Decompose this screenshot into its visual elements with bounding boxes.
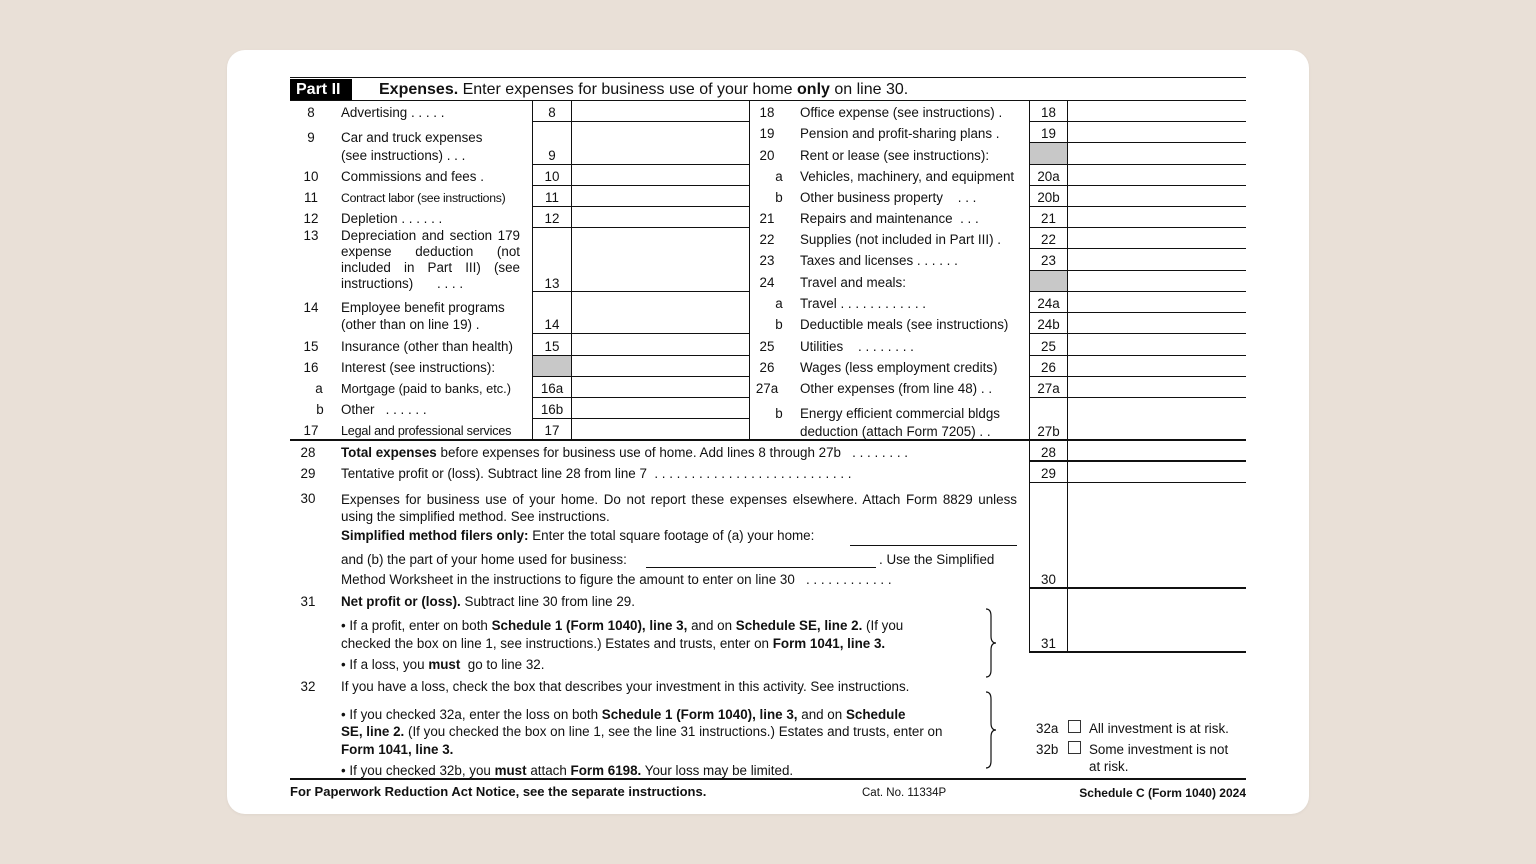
line-14-text-2: (other than on line 19) (341, 317, 473, 332)
line-18-dots: . (998, 105, 1003, 120)
line-19-text: Pension and profit-sharing plans (800, 126, 993, 141)
line-20b-box-label: 20b (1037, 190, 1060, 205)
line-32-bullet-2 (341, 763, 793, 779)
line-25-amount-field[interactable] (1068, 334, 1246, 355)
line-29-label (341, 466, 852, 482)
line-20a-letter: a (775, 169, 783, 184)
line-31-heading (341, 594, 635, 610)
line-27b-text-2: deduction (attach Form 7205) (800, 424, 976, 439)
line-17-box-label: 17 (544, 423, 560, 438)
business-square-footage-field[interactable] (646, 552, 876, 568)
line-23-label (800, 253, 958, 269)
line-32b-checkbox[interactable] (1068, 741, 1081, 754)
line-23-dots: . . . . . . (916, 253, 958, 268)
line-12-number: 12 (303, 211, 319, 226)
line-9-label-2 (341, 148, 465, 164)
line-20b-label (800, 190, 976, 206)
line-18-number: 18 (759, 105, 775, 120)
line-27a-box-label: 27a (1037, 381, 1060, 396)
line-15-number: 15 (303, 339, 319, 354)
line-14-label-2 (341, 317, 480, 333)
line-15-text: Insurance (other than health) (341, 339, 513, 354)
line-22-text: Supplies (not included in Part III) (800, 232, 994, 247)
shaded-cell-20 (1030, 143, 1067, 164)
line-25-dots: . . . . . . . . (858, 339, 914, 354)
line-16-number: 16 (303, 360, 319, 375)
line-30-number: 30 (300, 491, 316, 506)
line-31-bullet-2 (341, 657, 544, 673)
line-28-number: 28 (300, 445, 316, 460)
line-14-text-1: Employee benefit programs (341, 300, 505, 315)
line-28-bold: Total expenses (341, 445, 437, 460)
line-21-text: Repairs and maintenance (800, 211, 953, 226)
line-26-number: 26 (759, 360, 775, 375)
line-27a-dots: . . (980, 381, 993, 396)
line-24-number: 24 (759, 275, 775, 290)
line-23-amount-field[interactable] (1068, 249, 1246, 270)
line-22-dots: . (997, 232, 1001, 247)
line-31-b1-schedule1: Schedule 1 (Form 1040), line 3, (491, 618, 688, 633)
line-32-bullet-1-form: Form 1041, line 3. (341, 742, 454, 757)
line-22-number: 22 (759, 232, 775, 247)
line-16b-amount-field[interactable] (572, 398, 749, 418)
line-12-box-label: 12 (544, 211, 560, 226)
line-20-number: 20 (759, 148, 775, 163)
line-11-amount-field[interactable] (572, 186, 749, 206)
line-22-box-label: 22 (1041, 232, 1056, 247)
line-28-box-label: 28 (1041, 445, 1056, 460)
line-32-b1-l2: (If you checked the box on line 1, see the line 31 instructions.) Estates and trusts, enter on (408, 724, 943, 739)
line-19-amount-field[interactable] (1068, 122, 1246, 142)
shaded-cell-24 (1030, 271, 1067, 291)
line-31-box-label: 31 (1041, 636, 1056, 651)
line-30-simplified-bold: Simplified method filers only: (341, 528, 529, 543)
line-21-box-label: 21 (1041, 211, 1056, 226)
part-label: Part II (290, 79, 352, 100)
line-24a-box-label: 24a (1037, 296, 1060, 311)
line-23-box-label: 23 (1041, 253, 1056, 268)
line-16-text: Interest (see instructions): (341, 360, 496, 375)
line-20b-text: Other business property (800, 190, 943, 205)
line-9-amount-field[interactable] (572, 122, 749, 164)
line-31-number: 31 (300, 594, 316, 609)
line-32-bullet-1-line-2 (341, 724, 942, 740)
line-13-dots: . . . . (437, 276, 464, 291)
line-32-b2-mid: attach (530, 763, 567, 778)
line-20b-letter: b (775, 190, 783, 205)
line-12-text: Depletion (341, 211, 398, 226)
line-12-label (341, 211, 442, 227)
line-31-text: Subtract line 30 from line 29. (464, 594, 635, 609)
line-16a-text: Mortgage (paid to banks, etc.) (341, 381, 512, 396)
line-30-worksheet-text: Method Worksheet in the instructions to figure the amount to enter on line 30 (341, 572, 795, 587)
line-30-dots: . . . . . . . . . . . . (805, 572, 892, 587)
line-24b-letter: b (775, 317, 783, 332)
line-20b-amount-field[interactable] (1068, 186, 1246, 206)
line-24b-amount-field[interactable] (1068, 313, 1246, 333)
line-27a-amount-field[interactable] (1068, 377, 1246, 397)
line-16b-dots: . . . . . . (385, 402, 427, 417)
line-12-amount-field[interactable] (572, 207, 749, 227)
line-27a-number: 27a (755, 381, 779, 396)
top-rule (290, 77, 1246, 78)
line-25-text: Utilities (800, 339, 844, 354)
part-title-only: only (797, 81, 830, 98)
line-32-b2-form: Form 6198. (570, 763, 642, 778)
line-22-label (800, 232, 1001, 248)
line-30-worksheet-label (341, 572, 892, 588)
line-25-label (800, 339, 914, 355)
line-29-text: Tentative profit or (loss). Subtract line 28 from line 7 (341, 466, 647, 481)
line-14-amount-field[interactable] (572, 292, 749, 333)
line-31-bold: Net profit or (loss). (341, 594, 461, 609)
line-32-b1-schedule1: Schedule 1 (Form 1040), line 3, (601, 707, 798, 722)
line-22-amount-field[interactable] (1068, 228, 1246, 248)
line-30-paragraph: Expenses for business use of your home. Do not report these expenses elsewhere. Attach Form 8829 unless using the simplified method. See instructions. (341, 492, 1017, 524)
line-25-number: 25 (759, 339, 775, 354)
line-16a-letter: a (315, 381, 323, 396)
line-16b-letter: b (316, 402, 324, 417)
line-11-number: 11 (304, 190, 318, 205)
line-29-amount-field[interactable] (1068, 462, 1246, 482)
line-11-text: Contract labor (see instructions) (341, 191, 506, 205)
line-9-text-1: Car and truck expenses (341, 130, 483, 145)
line-25-box-label: 25 (1041, 339, 1056, 354)
line-31-b1-post: (If you (866, 618, 904, 633)
line-9-number: 9 (307, 130, 315, 145)
line-32-number: 32 (300, 679, 316, 694)
line-20a-box-label: 20a (1037, 169, 1060, 184)
line-30-part-b: and (b) the part of your home used for business: (341, 552, 627, 567)
line-9-box-label: 9 (548, 148, 556, 163)
line-27b-dots: . . (979, 424, 991, 439)
line-32-b2-post: Your loss may be limited. (644, 763, 794, 778)
line-10-box-label: 10 (544, 169, 560, 184)
part-title (379, 80, 908, 99)
footer-form-name: Schedule C (Form 1040) 2024 (1079, 786, 1246, 800)
line-21-amount-field[interactable] (1068, 207, 1246, 227)
line-31-bullet-1-line-2 (341, 636, 885, 652)
line-8-dots: . . . . . (410, 105, 445, 120)
line-23-text: Taxes and licenses (800, 253, 914, 268)
line-32a-text: All investment is at risk. (1089, 721, 1229, 736)
line-19-number: 19 (759, 126, 775, 141)
line-21-dots: . . . (960, 211, 979, 226)
line-13-text: Depreciation and section 179 expense deduction (not included in Part III) (see instructions) (341, 228, 520, 291)
line-30-simplified-text: Enter the total square footage of (a) your home: (532, 528, 815, 543)
line-32b-label: 32b (1036, 742, 1059, 757)
line-24b-box-label: 24b (1037, 317, 1060, 332)
line-32a-label: 32a (1036, 721, 1059, 736)
line-32-b1-mid: and on (801, 707, 843, 722)
line-8-label (341, 105, 444, 121)
line-26-box-label: 26 (1041, 360, 1056, 375)
part-title-end: on line 30. (834, 81, 909, 98)
line-27b-amount-field[interactable] (1068, 398, 1246, 439)
line-29-number: 29 (300, 466, 316, 481)
line-20b-dots: . . . (957, 190, 977, 205)
line-24-text: Travel and meals: (800, 275, 906, 290)
line-28-text: before expenses for business use of home. Add lines 8 through 27b (440, 445, 841, 460)
line-31-b1-schedule-se: Schedule SE, line 2. (735, 618, 863, 633)
line-8-number: 8 (307, 105, 315, 120)
line-30-simplified (341, 528, 814, 544)
part-title-text: Enter expenses for business use of your home (462, 81, 793, 98)
line-16b-box-label: 16b (540, 402, 564, 417)
line-24b-text: Deductible meals (see instructions) (800, 317, 1009, 332)
line-23-number: 23 (759, 253, 775, 268)
line-32-b1-pre: • If you checked 32a, enter the loss on both (341, 707, 599, 722)
line-15-box-label: 15 (544, 339, 560, 354)
line-28-dots: . . . . . . . . (852, 445, 908, 460)
line-11-box-label: 11 (545, 190, 559, 205)
line-27b-label-2 (800, 424, 991, 440)
line-32-text: If you have a loss, check the box that describes your investment in this activity. See instructions. (341, 679, 910, 694)
line-21-label (800, 211, 979, 227)
line-24a-label (800, 296, 926, 312)
line-30-use-simplified: . Use the Simplified (879, 552, 995, 567)
line-10-amount-field[interactable] (572, 165, 749, 185)
line-18-amount-field[interactable] (1068, 101, 1246, 121)
line-16b-label (341, 402, 427, 418)
line-31-b1-form: Form 1041, line 3. (772, 636, 886, 651)
shaded-cell-16 (533, 356, 571, 376)
line-17-text: Legal and professional services (341, 424, 512, 438)
line-28-amount-field[interactable] (1068, 441, 1246, 460)
line-31-b1-l2: checked the box on line 1, see instructions.) Estates and trusts, enter on (341, 636, 769, 651)
line-10-text: Commissions and fees (341, 169, 477, 184)
line-31-b1-mid: and on (691, 618, 733, 633)
line-31-b2-post: go to line 32. (467, 657, 545, 672)
footer-rule (290, 778, 1246, 780)
line-27a-text: Other expenses (from line 48) (800, 381, 978, 396)
line-31-brace-icon (982, 608, 998, 678)
line-14-box-label: 14 (544, 317, 560, 332)
line-16b-text: Other (341, 402, 375, 417)
line-12-dots: . . . . . . (401, 211, 443, 226)
line-31-amount-field[interactable] (1068, 589, 1246, 651)
line-9-text-2: (see instructions) (341, 148, 443, 163)
line-32a-checkbox[interactable] (1068, 720, 1081, 733)
line-20a-text: Vehicles, machinery, and equipment (800, 169, 1015, 184)
line-10-label (341, 169, 484, 185)
line-9-dots: . . . (446, 148, 466, 163)
line-26-amount-field[interactable] (1068, 356, 1246, 376)
home-square-footage-field[interactable] (850, 528, 1017, 546)
line-17-amount-field[interactable] (572, 419, 749, 439)
line-8-box-label: 8 (548, 105, 556, 120)
line-21-number: 21 (759, 211, 775, 226)
line-13-amount-field[interactable] (572, 228, 749, 291)
line-24a-amount-field[interactable] (1068, 292, 1246, 312)
line-18-label (800, 105, 1002, 121)
line-16a-box-label: 16a (540, 381, 564, 396)
line-32b-text-2: at risk. (1089, 759, 1129, 774)
line-31-b2-pre: • If a loss, you (341, 657, 425, 672)
line-29-box-label: 29 (1041, 466, 1056, 481)
line-32-b2-must: must (494, 763, 527, 778)
line-29-dots: . . . . . . . . . . . . . . . . . . . . . . . . . . . (654, 466, 852, 481)
line-24a-text: Travel (800, 296, 837, 311)
line-27b-letter: b (775, 406, 783, 421)
line-10-dots: . (480, 169, 484, 184)
line-15-amount-field[interactable] (572, 334, 749, 355)
line-31-b2-must: must (428, 657, 461, 672)
line-32-bullet-1 (341, 707, 906, 723)
line-24a-dots: . . . . . . . . . . . . (840, 296, 927, 311)
line-31-bullet-1 (341, 618, 903, 634)
line-16a-amount-field[interactable] (572, 377, 749, 397)
line-20a-amount-field[interactable] (1068, 165, 1246, 185)
line-14-number: 14 (303, 300, 319, 315)
line-32-b1-se-line: SE, line 2. (341, 724, 405, 739)
line-18-text: Office expense (see instructions) (800, 105, 995, 120)
footer-cat-number: Cat. No. 11334P (862, 787, 947, 799)
line-17-number: 17 (303, 423, 319, 438)
line-19-dots: . (995, 126, 1000, 141)
line-14-dots: . (475, 317, 480, 332)
footer-paperwork-notice: For Paperwork Reduction Act Notice, see the separate instructions. (290, 784, 707, 799)
line-19-label (800, 126, 1000, 142)
line-13-number: 13 (303, 228, 319, 243)
line-32-b1-schedule: Schedule (845, 707, 906, 722)
line-27a-label (800, 381, 992, 397)
line-24a-letter: a (775, 296, 783, 311)
line-30-amount-field[interactable] (1068, 483, 1246, 587)
line-26-text: Wages (less employment credits) (800, 360, 998, 375)
line-32-b2-pre: • If you checked 32b, you (341, 763, 491, 778)
line-8-text: Advertising (341, 105, 408, 120)
line-27b-box-label: 27b (1037, 424, 1060, 439)
line-32-brace-icon (982, 691, 998, 769)
line-27b-text-1: Energy efficient commercial bldgs (800, 406, 1000, 421)
line-13-box-label: 13 (544, 276, 560, 291)
line-19-box-label: 19 (1041, 126, 1056, 141)
line-31-b1-pre: • If a profit, enter on both (341, 618, 488, 633)
line-32b-text-1: Some investment is not (1089, 742, 1229, 757)
line-30-box-label: 30 (1041, 572, 1056, 587)
line-20-text: Rent or lease (see instructions): (800, 148, 990, 163)
line-28-label (341, 445, 908, 461)
column-divider (749, 100, 750, 440)
line-8-amount-field[interactable] (572, 101, 749, 121)
line-10-number: 10 (303, 169, 319, 184)
line-18-box-label: 18 (1041, 105, 1056, 120)
part-title-bold: Expenses. (379, 81, 459, 98)
